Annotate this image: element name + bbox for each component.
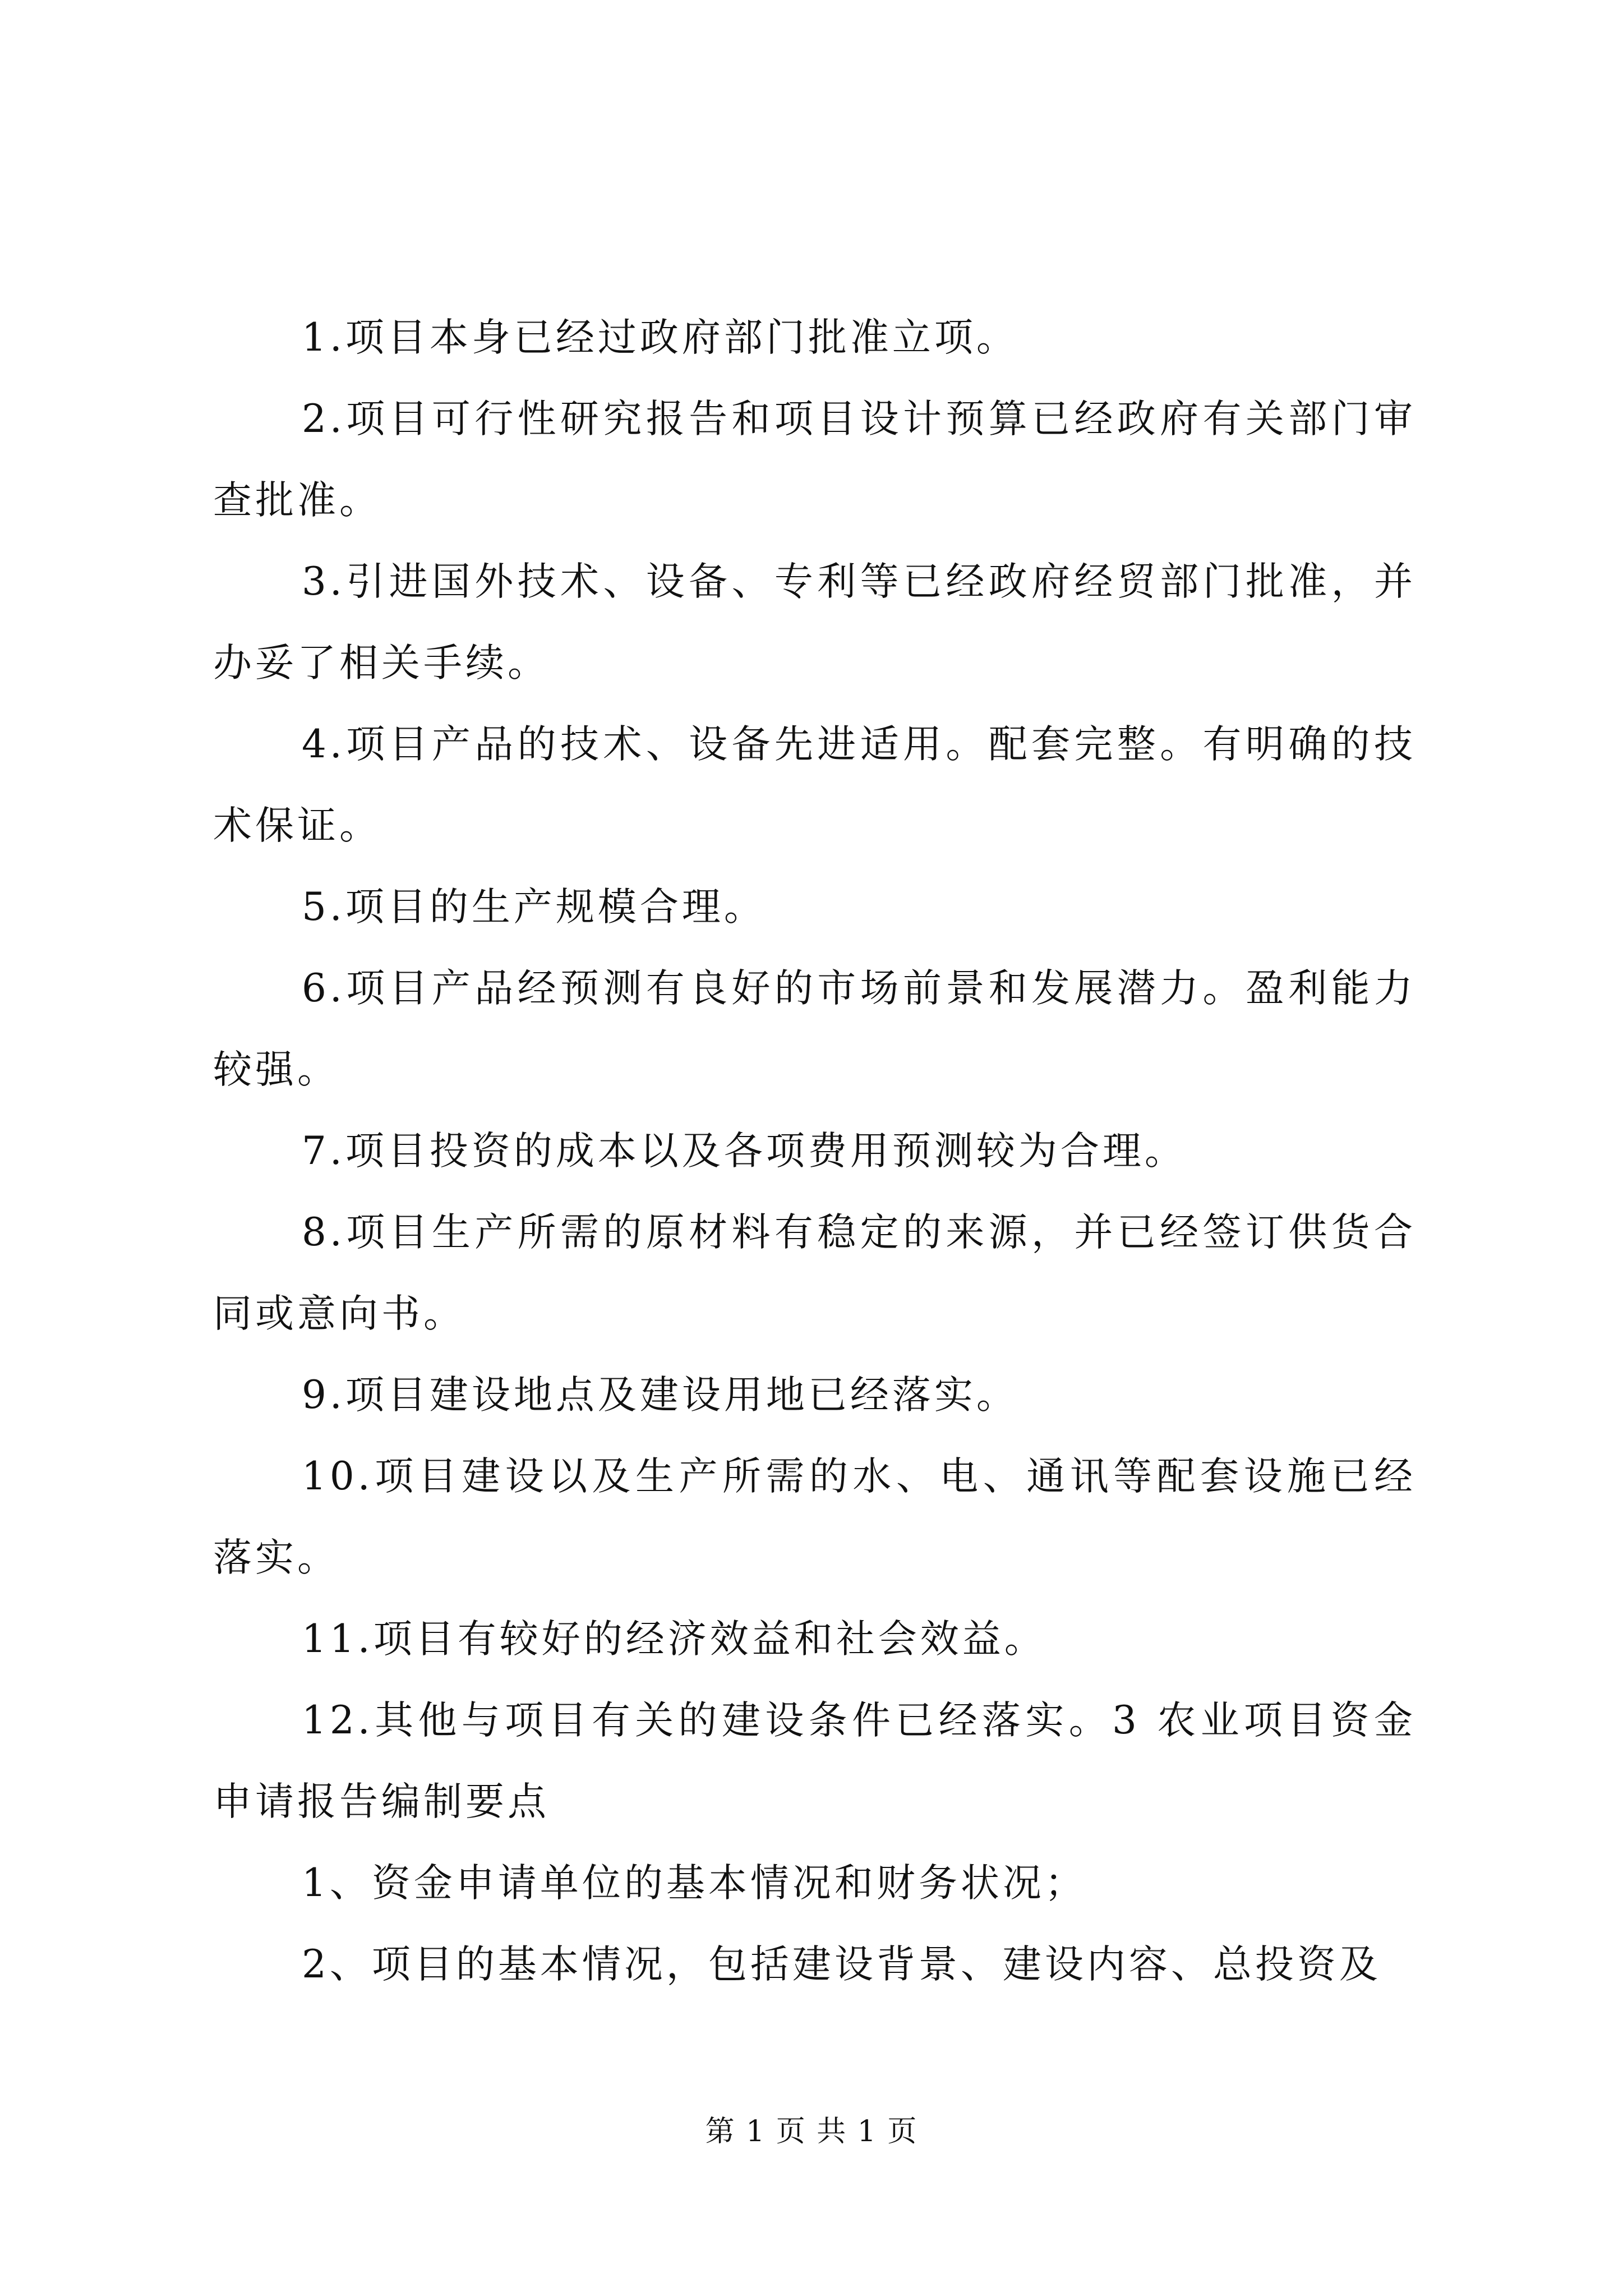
page-number-label: 第 1 页 共 1 页 xyxy=(705,2115,918,2148)
paragraph-3: 3.引进国外技术、设备、专利等已经政府经贸部门批准，并办妥了相关手续。 xyxy=(213,559,1416,685)
paragraph-8: 8.项目生产所需的原材料有稳定的来源，并已经签订供货合同或意向书。 xyxy=(213,1210,1416,1336)
document-body xyxy=(213,297,1416,2005)
paragraph-4: 4.项目产品的技术、设备先进适用。配套完整。有明确的技术保证。 xyxy=(213,722,1416,848)
paragraph-12: 12.其他与项目有关的建设条件已经落实。3 农业项目资金申请报告编制要点 xyxy=(213,1698,1416,1824)
paragraph-14: 2、项目的基本情况，包括建设背景、建设内容、总投资及 xyxy=(302,1942,1381,1987)
paragraph-11: 11.项目有较好的经济效益和社会效益。 xyxy=(302,1617,1046,1662)
paragraph-1: 1.项目本身已经过政府部门批准立项。 xyxy=(302,315,1018,360)
paragraph-13: 1、资金申请单位的基本情况和财务状况； xyxy=(302,1861,1087,1906)
paragraph-6: 6.项目产品经预测有良好的市场前景和发展潜力。盈利能力较强。 xyxy=(213,966,1416,1092)
paragraph-9: 9.项目建设地点及建设用地已经落实。 xyxy=(302,1373,1018,1418)
page-footer xyxy=(0,2112,1623,2151)
paragraph-5: 5.项目的生产规模合理。 xyxy=(302,885,766,930)
paragraph-2: 2.项目可行性研究报告和项目设计预算已经政府有关部门审查批准。 xyxy=(213,397,1416,523)
paragraph-10: 10.项目建设以及生产所需的水、电、通讯等配套设施已经落实。 xyxy=(213,1454,1416,1580)
paragraph-7: 7.项目投资的成本以及各项费用预测较为合理。 xyxy=(302,1129,1187,1174)
